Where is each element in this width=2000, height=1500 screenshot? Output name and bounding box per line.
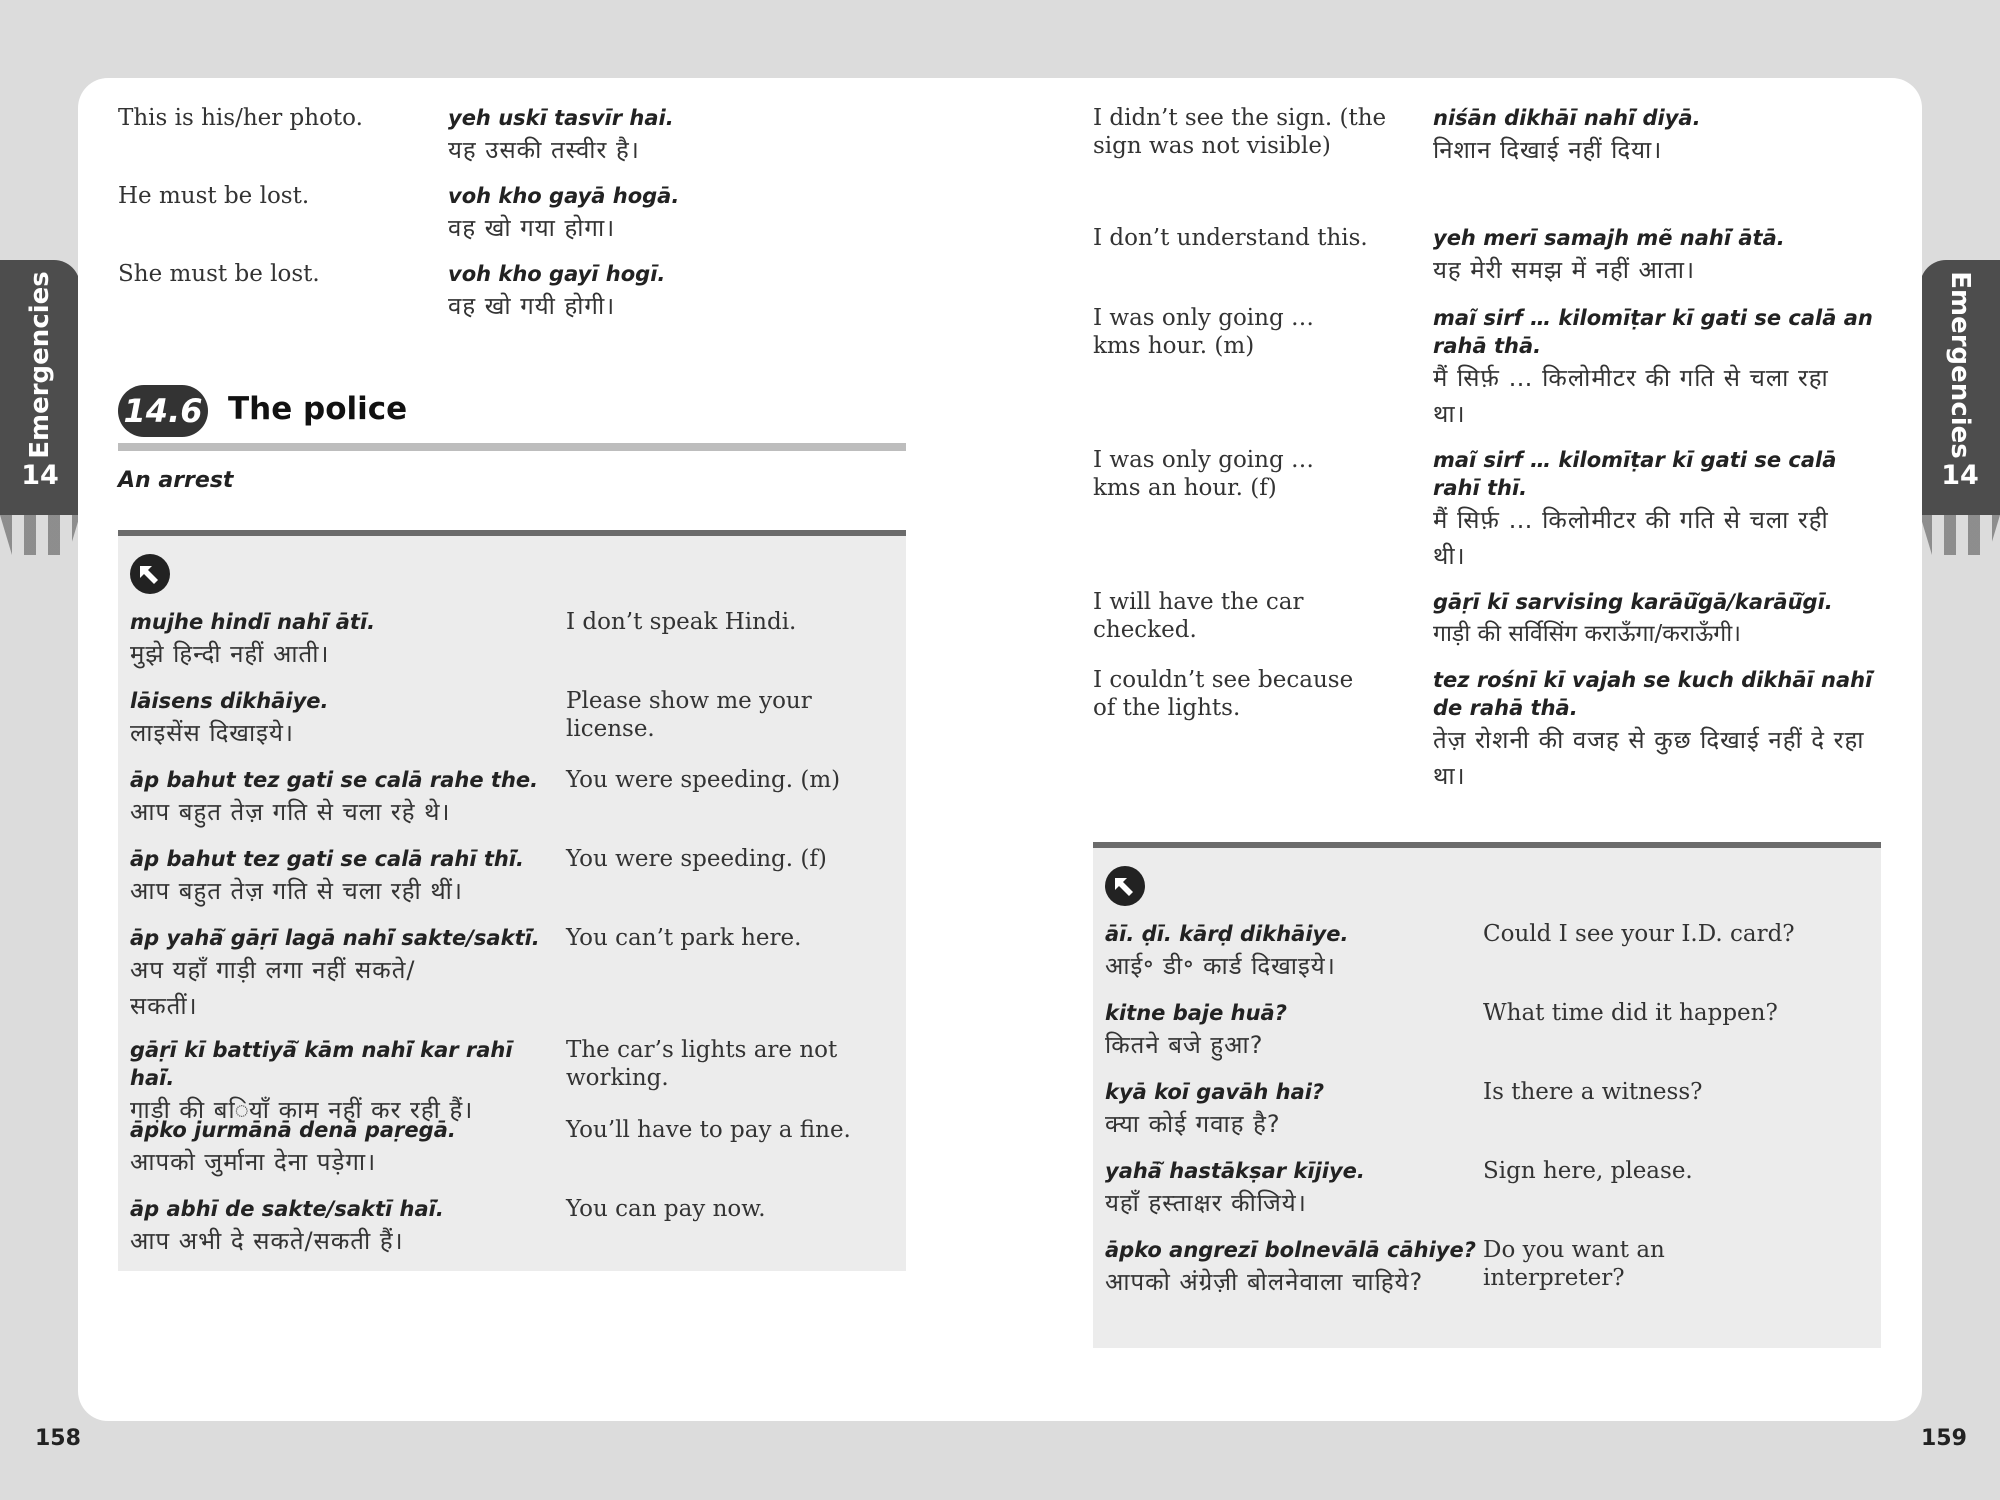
- box-row-7: [130, 1195, 560, 1259]
- transliteration: kyā koī gavāh hai?: [1105, 1080, 1325, 1104]
- english-phrase: She must be lost.: [118, 261, 320, 287]
- phrase-row: [1093, 666, 1893, 794]
- english-phrase: Please show me your license.: [566, 688, 812, 742]
- page-number-right: 159: [1921, 1426, 1967, 1451]
- hindi-text: कितने बजे हुआ?: [1105, 1031, 1264, 1059]
- hindi-text: यह मेरी समझ में नहीं आता।: [1433, 256, 1696, 284]
- transliteration: yahā̃ hastākṣar kījiye.: [1105, 1159, 1365, 1183]
- english-phrase: I couldn’t see because of the lights.: [1093, 667, 1354, 721]
- english-phrase: He must be lost.: [118, 183, 310, 209]
- box-row-0: [1105, 920, 1475, 984]
- english-phrase: I don’t understand this.: [1093, 225, 1368, 251]
- transliteration: maĩ sirf … kilomīṭar kī gati se calā an rahā thā.: [1433, 306, 1873, 358]
- phrase-row: [118, 104, 918, 168]
- phrase-row: [118, 260, 918, 324]
- english-phrase: I will have the car checked.: [1093, 589, 1304, 643]
- hindi-text: वह खो गया होगा।: [448, 214, 616, 242]
- section-title: The police: [228, 391, 408, 427]
- box-row-2: [130, 766, 560, 830]
- transliteration: maĩ sirf … kilomīṭar kī gati se calā rahī thī.: [1433, 448, 1837, 500]
- hindi-text: गाड़ी की ब​ियाँ काम नहीं कर रही हैं।: [130, 1096, 474, 1124]
- english-phrase: I don’t speak Hindi.: [566, 609, 797, 635]
- english-phrase: Do you want an interpreter?: [1483, 1237, 1665, 1291]
- speaker-arrow-icon: [1105, 866, 1145, 906]
- hindi-text: लाइसेंस दिखाइये।: [130, 719, 294, 747]
- transliteration: niśān dikhāī nahī̃ diyā.: [1433, 106, 1701, 130]
- hindi-text: मुझे हिन्दी नहीं आती।: [130, 640, 330, 668]
- hindi-text: अप यहाँ गाड़ी लगा नहीं सकते/सकतीं।: [130, 956, 416, 1020]
- hindi-text: वह खो गयी होगी।: [448, 292, 616, 320]
- transliteration: yeh merī samajh mẽ nahī̃ ātā.: [1433, 226, 1785, 250]
- phrase-row: [1093, 446, 1893, 574]
- transliteration: āpko angrezī bolnevālā cāhiye?: [1105, 1238, 1476, 1262]
- english-phrase: Sign here, please.: [1483, 1158, 1693, 1184]
- transliteration: voh kho gayā hogā.: [448, 184, 680, 208]
- transliteration: mujhe hindī nahī̃ ātī.: [130, 610, 376, 634]
- english-phrase: You’ll have to pay a fine.: [566, 1117, 851, 1143]
- transliteration: āp bahut tez gati se calā rahī thī̃.: [130, 847, 525, 871]
- box-row-0: [130, 608, 560, 672]
- box-row-3: [1105, 1157, 1475, 1221]
- transliteration: āp yahā̃ gāṛī lagā nahī̃ sakte/saktī̃.: [130, 926, 540, 950]
- phrase-row: [1093, 588, 1893, 652]
- section-divider: [118, 443, 906, 451]
- tab-notch-decoration: [0, 515, 80, 555]
- english-phrase: I was only going … kms an hour. (f): [1093, 447, 1315, 501]
- hindi-text: मैं सिर्फ़ … किलोमीटर की गति से चला रही थी।: [1433, 506, 1829, 570]
- hindi-text: यह उसकी तस्वीर है।: [448, 136, 640, 164]
- box-row-4: [1105, 1236, 1480, 1300]
- hindi-text: आप अभी दे सकते/सकती हैं।: [130, 1227, 404, 1255]
- chapter-tab-right: [1920, 260, 2000, 515]
- box-row-2: [1105, 1078, 1475, 1142]
- transliteration: āpko jurmānā denā paṛegā.: [130, 1118, 456, 1142]
- english-phrase: Is there a witness?: [1483, 1079, 1703, 1105]
- transliteration: āp abhī de sakte/saktī haī̃.: [130, 1197, 444, 1221]
- transliteration: tez rośnī kī vajah se kuch dikhāī nahī̃ de rahā thā.: [1433, 668, 1873, 720]
- police-questions-box: [1093, 842, 1881, 1348]
- box-row-5: [130, 1036, 560, 1128]
- right-top-phrases: [1093, 104, 1893, 808]
- phrase-row: [118, 182, 918, 246]
- transliteration: voh kho gayī hogī.: [448, 262, 666, 286]
- section-number-badge: 14.6: [118, 385, 208, 437]
- phrase-row: [1093, 304, 1893, 432]
- english-phrase: Could I see your I.D. card?: [1483, 921, 1795, 947]
- box-row-6: [130, 1116, 560, 1180]
- transliteration: gāṛī kī sarvising karāū̃gā/karāū̃gī.: [1433, 590, 1833, 614]
- hindi-text: आपको अंग्रेज़ी बोलनेवाला चाहिये?: [1105, 1268, 1424, 1296]
- english-phrase: You were speeding. (f): [566, 846, 827, 872]
- hindi-text: आपको जुर्माना देना पड़ेगा।: [130, 1148, 377, 1176]
- police-phrases-box: [118, 530, 906, 1271]
- english-phrase: I was only going … kms hour. (m): [1093, 305, 1315, 359]
- chapter-tab-label: Emergencies: [1945, 271, 1975, 459]
- hindi-text: गाड़ी की सर्विसिंग कराऊँगा/कराऊँगी।: [1433, 621, 1741, 647]
- subsection-title: An arrest: [118, 468, 234, 493]
- hindi-text: क्या कोई गवाह है?: [1105, 1110, 1281, 1138]
- phrase-row: [1093, 224, 1893, 288]
- english-phrase: You can pay now.: [566, 1196, 766, 1222]
- box-row-4: [130, 924, 560, 1024]
- chapter-tab-number: 14: [21, 460, 59, 491]
- hindi-text: आप बहुत तेज़ गति से चला रहे थे।: [130, 798, 451, 826]
- chapter-tab-number: 14: [1941, 460, 1979, 491]
- transliteration: kitne baje huā?: [1105, 1001, 1287, 1025]
- box-row-1: [1105, 999, 1475, 1063]
- hindi-text: आई॰ डी॰ कार्ड दिखाइये।: [1105, 952, 1336, 980]
- transliteration: lāisens dikhāiye.: [130, 689, 329, 713]
- hindi-text: आप बहुत तेज़ गति से चला रही थीं।: [130, 877, 463, 905]
- tab-notch-decoration: [1920, 515, 2000, 555]
- page-number-left: 158: [35, 1426, 81, 1451]
- transliteration: gāṛī kī battiyā̃ kām nahī̃ kar rahī haī̃.: [130, 1038, 513, 1090]
- hindi-text: मैं सिर्फ़ … किलोमीटर की गति से चला रहा था।: [1433, 364, 1829, 428]
- hindi-text: तेज़ रोशनी की वजह से कुछ दिखाई नहीं दे रहा था।: [1433, 726, 1865, 790]
- english-phrase: You were speeding. (m): [566, 767, 841, 793]
- english-phrase: This is his/her photo.: [118, 105, 363, 131]
- english-phrase: I didn’t see the sign. (the sign was not visible): [1093, 105, 1387, 159]
- transliteration: āī. ḍī. kārḍ dikhāiye.: [1105, 922, 1349, 946]
- phrase-row: [1093, 104, 1893, 168]
- english-phrase: You can’t park here.: [566, 925, 802, 951]
- box-row-1: [130, 687, 560, 751]
- section-heading: [118, 383, 906, 443]
- hindi-text: निशान दिखाई नहीं दिया।: [1433, 136, 1663, 164]
- english-phrase: What time did it happen?: [1483, 1000, 1778, 1026]
- left-top-phrases: [118, 104, 918, 338]
- english-phrase: The car’s lights are not working.: [566, 1037, 838, 1091]
- transliteration: yeh uskī tasvīr hai.: [448, 106, 674, 130]
- chapter-tab-label: Emergencies: [25, 271, 55, 459]
- transliteration: āp bahut tez gati se calā rahe the.: [130, 768, 539, 792]
- box-row-3: [130, 845, 560, 909]
- speaker-arrow-icon: [130, 554, 170, 594]
- hindi-text: यहाँ हस्ताक्षर कीजिये।: [1105, 1189, 1307, 1217]
- chapter-tab-left: [0, 260, 80, 515]
